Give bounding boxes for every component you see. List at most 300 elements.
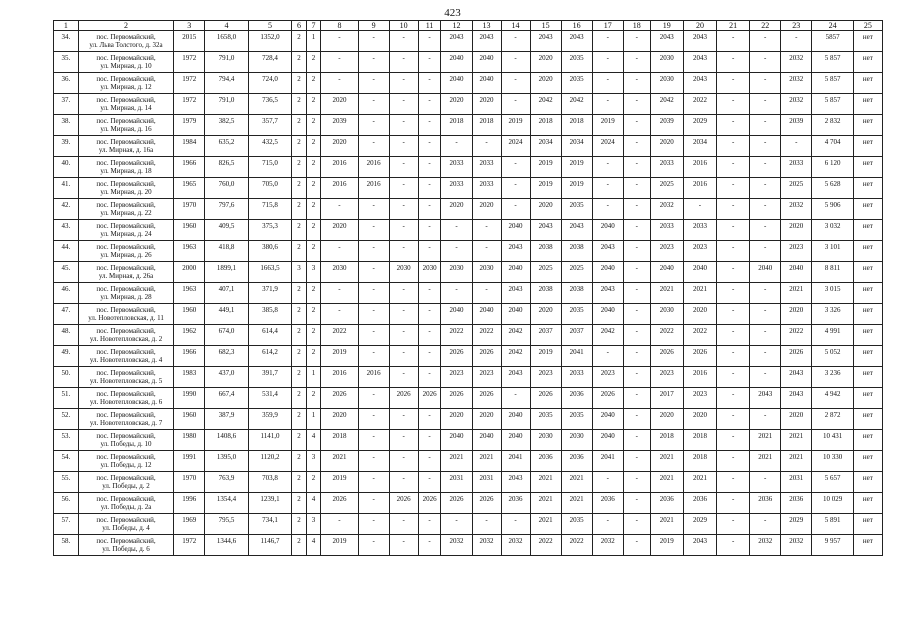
data-cell: 1972 <box>174 94 205 115</box>
data-cell: - <box>358 514 389 535</box>
data-cell: 1239,1 <box>248 493 292 514</box>
data-cell: 2029 <box>781 514 812 535</box>
data-cell: - <box>623 73 650 94</box>
data-cell: 2043 <box>592 283 623 304</box>
data-cell: 432,5 <box>248 136 292 157</box>
data-cell: 2026 <box>530 388 561 409</box>
table-row <box>54 241 883 262</box>
column-number: 6 <box>292 21 307 31</box>
data-cell: - <box>623 472 650 493</box>
data-cell: 9 957 <box>812 535 853 556</box>
data-cell: 449,1 <box>205 304 249 325</box>
address-cell <box>78 136 173 157</box>
data-cell: - <box>358 430 389 451</box>
data-cell: 2026 <box>418 388 441 409</box>
address-locality: пос. Первомайский, <box>96 432 156 440</box>
data-cell: нет <box>853 430 882 451</box>
data-cell: - <box>592 178 623 199</box>
data-cell: нет <box>853 346 882 367</box>
data-cell: 795,5 <box>205 514 249 535</box>
data-cell: нет <box>853 514 882 535</box>
data-cell: 1354,4 <box>205 493 249 514</box>
address-locality: пос. Первомайский, <box>96 411 156 419</box>
data-cell: 2026 <box>472 493 501 514</box>
data-cell: - <box>717 472 750 493</box>
data-cell: 1991 <box>174 451 205 472</box>
data-cell: - <box>750 157 781 178</box>
row-number: 56. <box>54 493 79 514</box>
data-cell: - <box>623 409 650 430</box>
table-row <box>54 430 883 451</box>
data-cell: - <box>750 367 781 388</box>
data-cell: 1996 <box>174 493 205 514</box>
data-cell: 2040 <box>683 262 716 283</box>
data-cell: 2040 <box>472 52 501 73</box>
data-cell: 2021 <box>750 430 781 451</box>
address-street: ул. Льва Толстого, д. 32а <box>89 41 163 49</box>
data-cell: - <box>418 346 441 367</box>
data-cell: 1972 <box>174 52 205 73</box>
data-cell: - <box>717 241 750 262</box>
data-cell: 2022 <box>650 325 683 346</box>
data-cell: 2020 <box>321 409 358 430</box>
column-number: 13 <box>472 21 501 31</box>
data-cell: 2038 <box>530 241 561 262</box>
data-cell: 2020 <box>683 304 716 325</box>
data-cell: 2041 <box>592 451 623 472</box>
data-cell: - <box>472 241 501 262</box>
column-number: 3 <box>174 21 205 31</box>
data-cell: 3 <box>292 262 307 283</box>
data-cell: 2020 <box>650 136 683 157</box>
data-cell: 2040 <box>650 262 683 283</box>
data-cell: 2023 <box>650 241 683 262</box>
data-cell: 2 <box>306 157 321 178</box>
row-number: 37. <box>54 94 79 115</box>
data-cell: - <box>623 199 650 220</box>
data-cell: - <box>623 262 650 283</box>
data-cell: 736,5 <box>248 94 292 115</box>
address-cell <box>78 409 173 430</box>
data-cell: 2040 <box>592 430 623 451</box>
data-cell: 2026 <box>472 388 501 409</box>
address-locality: пос. Первомайский, <box>96 75 156 83</box>
data-cell: 1990 <box>174 388 205 409</box>
data-cell: 1960 <box>174 409 205 430</box>
data-cell: 2041 <box>561 346 592 367</box>
data-cell: 2032 <box>781 94 812 115</box>
data-cell: 2021 <box>750 451 781 472</box>
data-cell: 2018 <box>321 430 358 451</box>
data-cell: - <box>358 472 389 493</box>
data-cell: 385,8 <box>248 304 292 325</box>
data-cell: 2022 <box>441 325 472 346</box>
data-cell: 2020 <box>781 409 812 430</box>
data-cell: - <box>441 241 472 262</box>
data-cell: 1965 <box>174 178 205 199</box>
data-cell: 2032 <box>781 535 812 556</box>
data-cell: 2 <box>306 73 321 94</box>
data-cell: 1146,7 <box>248 535 292 556</box>
data-cell: - <box>717 73 750 94</box>
data-cell: - <box>717 178 750 199</box>
table-row <box>54 262 883 283</box>
data-cell: - <box>358 325 389 346</box>
data-cell: 2021 <box>561 472 592 493</box>
data-cell: 2018 <box>683 451 716 472</box>
column-number: 18 <box>623 21 650 31</box>
data-cell: - <box>321 52 358 73</box>
data-cell: нет <box>853 493 882 514</box>
data-cell: - <box>750 52 781 73</box>
data-cell: 4 942 <box>812 388 853 409</box>
address-street: ул. Победы, д. 6 <box>102 545 150 553</box>
address-cell <box>78 472 173 493</box>
data-cell: 10 330 <box>812 451 853 472</box>
data-cell: 2030 <box>650 304 683 325</box>
data-cell: 6 120 <box>812 157 853 178</box>
data-cell: 2043 <box>501 283 530 304</box>
data-cell: 2042 <box>650 94 683 115</box>
data-cell: 2043 <box>501 367 530 388</box>
data-cell: - <box>592 31 623 52</box>
data-cell: - <box>389 115 418 136</box>
address-locality: пос. Первомайский, <box>96 159 156 167</box>
data-cell: 2021 <box>561 493 592 514</box>
data-cell: 1344,6 <box>205 535 249 556</box>
data-cell: 2026 <box>389 493 418 514</box>
data-cell: 2023 <box>781 241 812 262</box>
data-cell: 4 704 <box>812 136 853 157</box>
data-cell: 357,7 <box>248 115 292 136</box>
column-number: 20 <box>683 21 716 31</box>
data-cell: 2 <box>292 52 307 73</box>
data-cell: 2031 <box>441 472 472 493</box>
data-cell: 8 811 <box>812 262 853 283</box>
data-cell: 1963 <box>174 241 205 262</box>
data-cell: 2 832 <box>812 115 853 136</box>
row-number: 44. <box>54 241 79 262</box>
data-cell: 3 326 <box>812 304 853 325</box>
data-cell: - <box>501 73 530 94</box>
address-cell <box>78 262 173 283</box>
data-cell: 2033 <box>441 178 472 199</box>
address-street: ул. Мирная, д. 16 <box>100 125 152 133</box>
data-cell: 2042 <box>592 325 623 346</box>
address-locality: пос. Первомайский, <box>96 201 156 209</box>
table-row <box>54 136 883 157</box>
data-cell: 3 <box>306 262 321 283</box>
data-cell: 2043 <box>683 52 716 73</box>
data-cell: - <box>418 472 441 493</box>
data-cell: 2035 <box>561 409 592 430</box>
data-cell: - <box>717 220 750 241</box>
data-cell: - <box>750 178 781 199</box>
data-cell: - <box>717 367 750 388</box>
data-cell: 614,4 <box>248 325 292 346</box>
data-cell: - <box>418 136 441 157</box>
data-cell: 2031 <box>472 472 501 493</box>
data-cell: - <box>781 31 812 52</box>
address-street: ул. Мирная, д. 28 <box>100 293 152 301</box>
data-cell: нет <box>853 241 882 262</box>
data-cell: 734,1 <box>248 514 292 535</box>
address-cell <box>78 94 173 115</box>
data-cell: - <box>321 31 358 52</box>
data-cell: 2030 <box>650 73 683 94</box>
data-cell: 2019 <box>530 178 561 199</box>
data-cell: 2021 <box>650 451 683 472</box>
data-cell: 2019 <box>650 535 683 556</box>
data-cell: 5 657 <box>812 472 853 493</box>
data-cell: - <box>750 514 781 535</box>
address-cell <box>78 325 173 346</box>
table-row <box>54 388 883 409</box>
data-cell: 5 906 <box>812 199 853 220</box>
column-number: 10 <box>389 21 418 31</box>
data-cell: - <box>623 178 650 199</box>
data-cell: 2043 <box>501 241 530 262</box>
data-cell: - <box>389 136 418 157</box>
data-cell: 2036 <box>750 493 781 514</box>
address-cell <box>78 199 173 220</box>
data-cell: 2 <box>292 157 307 178</box>
data-cell: - <box>750 472 781 493</box>
data-cell: 2019 <box>530 346 561 367</box>
data-cell: 2020 <box>781 220 812 241</box>
column-number: 4 <box>205 21 249 31</box>
address-locality: пос. Первомайский, <box>96 54 156 62</box>
column-number-row <box>54 21 883 31</box>
data-cell: 1970 <box>174 199 205 220</box>
data-cell: 5857 <box>812 31 853 52</box>
data-cell: 2043 <box>683 31 716 52</box>
data-cell: 2016 <box>321 178 358 199</box>
data-cell: 2 <box>292 514 307 535</box>
data-cell: 2000 <box>174 262 205 283</box>
data-cell: 2040 <box>501 262 530 283</box>
data-cell: 2018 <box>530 115 561 136</box>
data-cell: 1 <box>306 367 321 388</box>
data-cell: - <box>750 325 781 346</box>
data-cell: - <box>750 31 781 52</box>
address-street: ул. Мирная, д. 26 <box>100 251 152 259</box>
data-cell: 2 <box>292 535 307 556</box>
data-cell: - <box>683 199 716 220</box>
address-locality: пос. Первомайский, <box>96 264 156 272</box>
data-cell: 2042 <box>501 325 530 346</box>
data-cell: 705,0 <box>248 178 292 199</box>
data-cell: 2 <box>306 283 321 304</box>
data-cell: нет <box>853 220 882 241</box>
data-cell: - <box>750 346 781 367</box>
data-cell: 2020 <box>650 409 683 430</box>
address-cell <box>78 241 173 262</box>
data-cell: 2040 <box>501 304 530 325</box>
data-cell: - <box>623 304 650 325</box>
data-cell: 1 <box>306 409 321 430</box>
data-cell: - <box>418 283 441 304</box>
data-cell: - <box>623 157 650 178</box>
data-cell: - <box>623 346 650 367</box>
row-number: 36. <box>54 73 79 94</box>
register-table <box>53 20 883 556</box>
data-cell: 724,0 <box>248 73 292 94</box>
data-cell: - <box>623 31 650 52</box>
data-cell: 3 015 <box>812 283 853 304</box>
data-cell: - <box>358 283 389 304</box>
data-cell: 531,4 <box>248 388 292 409</box>
data-cell: 2021 <box>530 514 561 535</box>
data-cell: 2021 <box>650 283 683 304</box>
address-street: ул. Новотепловская, д. 5 <box>89 377 163 385</box>
data-cell: 2025 <box>561 262 592 283</box>
data-cell: - <box>389 241 418 262</box>
row-number: 35. <box>54 52 79 73</box>
data-cell: 614,2 <box>248 346 292 367</box>
column-number: 5 <box>248 21 292 31</box>
data-cell: - <box>358 31 389 52</box>
data-cell: 2034 <box>683 136 716 157</box>
data-cell: нет <box>853 157 882 178</box>
data-cell: 1979 <box>174 115 205 136</box>
column-number: 14 <box>501 21 530 31</box>
data-cell: - <box>717 514 750 535</box>
data-cell: 2 <box>306 388 321 409</box>
data-cell: 2 <box>306 199 321 220</box>
data-cell: 2042 <box>561 94 592 115</box>
address-locality: пос. Первомайский, <box>96 327 156 335</box>
data-cell: 2020 <box>441 199 472 220</box>
data-cell: - <box>717 157 750 178</box>
data-cell: 791,0 <box>205 52 249 73</box>
data-cell: нет <box>853 73 882 94</box>
address-street: ул. Победы, д. 2 <box>102 482 150 490</box>
data-cell: - <box>418 451 441 472</box>
column-number: 15 <box>530 21 561 31</box>
address-cell <box>78 283 173 304</box>
table-row <box>54 451 883 472</box>
address-locality: пос. Первомайский, <box>96 222 156 230</box>
data-cell: - <box>750 304 781 325</box>
data-cell: нет <box>853 325 882 346</box>
data-cell: 409,5 <box>205 220 249 241</box>
data-cell: 2034 <box>530 136 561 157</box>
address-street: ул. Победы, д. 2а <box>100 503 152 511</box>
address-locality: пос. Первомайский, <box>96 138 156 146</box>
data-cell: 2041 <box>501 451 530 472</box>
data-cell: - <box>623 283 650 304</box>
table-row <box>54 73 883 94</box>
data-cell: 2040 <box>501 409 530 430</box>
data-cell: 2018 <box>650 430 683 451</box>
data-cell: - <box>321 514 358 535</box>
table-row <box>54 304 883 325</box>
data-cell: 791,0 <box>205 94 249 115</box>
data-cell: 2036 <box>561 451 592 472</box>
data-cell: нет <box>853 136 882 157</box>
data-cell: - <box>717 304 750 325</box>
address-locality: пос. Первомайский, <box>96 537 156 545</box>
data-cell: 2022 <box>561 535 592 556</box>
data-cell: 2022 <box>781 325 812 346</box>
data-cell: - <box>592 94 623 115</box>
data-cell: 2023 <box>472 367 501 388</box>
data-cell: - <box>623 451 650 472</box>
data-cell: 2021 <box>650 472 683 493</box>
data-cell: 387,9 <box>205 409 249 430</box>
address-street: ул. Мирная, д. 24 <box>100 230 152 238</box>
data-cell: 2038 <box>530 283 561 304</box>
data-cell: 2 <box>292 94 307 115</box>
data-cell: 2020 <box>781 304 812 325</box>
data-cell: 5 052 <box>812 346 853 367</box>
data-cell: 2 <box>292 409 307 430</box>
row-number: 53. <box>54 430 79 451</box>
data-cell: 2 <box>292 430 307 451</box>
data-cell: 2025 <box>530 262 561 283</box>
row-number: 38. <box>54 115 79 136</box>
data-cell: - <box>472 136 501 157</box>
data-cell: 2016 <box>358 178 389 199</box>
data-cell: 2043 <box>530 31 561 52</box>
data-cell: - <box>717 535 750 556</box>
data-cell: 2033 <box>472 157 501 178</box>
data-cell: - <box>418 241 441 262</box>
data-cell: 2023 <box>683 241 716 262</box>
data-cell: 4 <box>306 535 321 556</box>
data-cell: 407,1 <box>205 283 249 304</box>
data-cell: 703,8 <box>248 472 292 493</box>
data-cell: нет <box>853 94 882 115</box>
data-cell: 1663,5 <box>248 262 292 283</box>
data-cell: - <box>358 220 389 241</box>
data-cell: - <box>389 451 418 472</box>
data-cell: 2020 <box>530 304 561 325</box>
address-street: ул. Победы, д. 10 <box>100 440 152 448</box>
row-number: 40. <box>54 157 79 178</box>
address-locality: пос. Первомайский, <box>96 285 156 293</box>
address-cell <box>78 535 173 556</box>
data-cell: 2020 <box>530 73 561 94</box>
data-cell: 2021 <box>321 451 358 472</box>
data-cell: 2026 <box>418 493 441 514</box>
data-cell: 2034 <box>561 136 592 157</box>
data-cell: - <box>717 409 750 430</box>
data-cell: 2032 <box>781 73 812 94</box>
data-cell: 2040 <box>592 220 623 241</box>
data-cell: - <box>717 283 750 304</box>
data-cell: - <box>592 199 623 220</box>
data-cell: - <box>717 493 750 514</box>
data-cell: 2040 <box>501 430 530 451</box>
data-cell: - <box>717 325 750 346</box>
data-cell: - <box>781 136 812 157</box>
data-cell: 2 <box>292 325 307 346</box>
data-cell: 2043 <box>441 31 472 52</box>
address-street: ул. Новотепловская, д. 11 <box>88 314 164 322</box>
data-cell: - <box>592 514 623 535</box>
data-cell: - <box>389 31 418 52</box>
data-cell: 5 857 <box>812 52 853 73</box>
data-cell: 2026 <box>781 346 812 367</box>
data-cell: - <box>358 304 389 325</box>
data-cell: 2018 <box>472 115 501 136</box>
data-cell: - <box>501 94 530 115</box>
row-number: 48. <box>54 325 79 346</box>
address-cell <box>78 52 173 73</box>
data-cell: 2 <box>292 199 307 220</box>
